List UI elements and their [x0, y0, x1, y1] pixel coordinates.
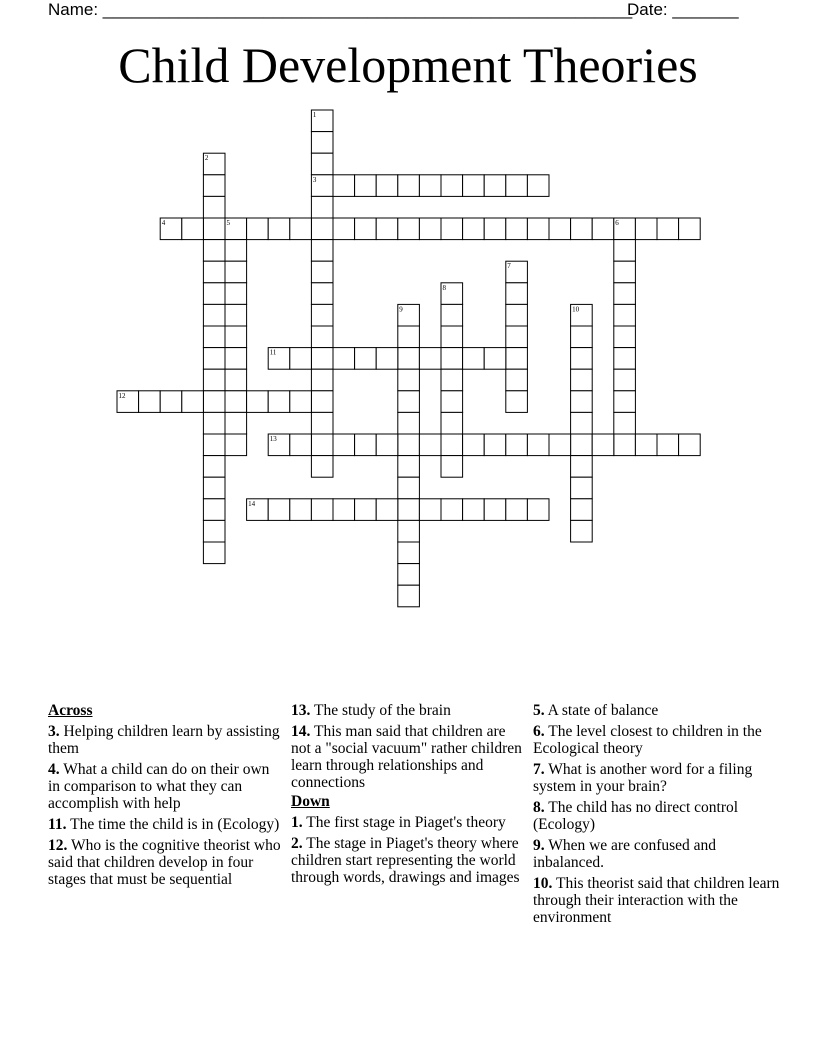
crossword-cell[interactable] — [398, 456, 420, 478]
clue-number: 8. — [533, 799, 545, 816]
crossword-cell[interactable] — [311, 434, 333, 456]
clue-number: 2. — [291, 835, 303, 852]
crossword-cell[interactable] — [527, 434, 549, 456]
crossword-cell[interactable] — [614, 326, 636, 348]
crossword-cell[interactable] — [290, 218, 312, 240]
crossword-cell[interactable] — [203, 218, 225, 240]
crossword-cell[interactable] — [679, 218, 701, 240]
clue-down-6 — [533, 723, 783, 757]
crossword-cell[interactable] — [419, 348, 441, 370]
clue-text: The stage in Piaget's theory where children start representing the world through words, drawings and images — [291, 835, 520, 886]
crossword-cell[interactable] — [527, 175, 549, 197]
clue-text: The first stage in Piaget's theory — [302, 814, 506, 831]
crossword-cell[interactable] — [614, 283, 636, 305]
crossword-cell[interactable] — [203, 175, 225, 197]
crossword-cell[interactable] — [571, 434, 593, 456]
crossword-cell[interactable] — [225, 283, 247, 305]
crossword-cell[interactable] — [614, 261, 636, 283]
clue-number: 12. — [48, 837, 68, 854]
clue-text: What is another word for a filing system in your brain? — [533, 761, 753, 795]
crossword-cell[interactable] — [657, 434, 679, 456]
crossword-cell[interactable] — [203, 326, 225, 348]
clue-number: 5. — [533, 702, 545, 719]
crossword-cell[interactable] — [614, 434, 636, 456]
down-heading: Down — [291, 793, 330, 810]
crossword-cell[interactable] — [463, 218, 485, 240]
crossword-cell[interactable] — [506, 434, 528, 456]
crossword-cell[interactable] — [398, 434, 420, 456]
crossword-cell[interactable] — [679, 434, 701, 456]
name-field-label: Name: ________________________________________________________ — [48, 0, 633, 19]
crossword-cell[interactable] — [571, 412, 593, 434]
crossword-cell[interactable] — [203, 369, 225, 391]
crossword-cell[interactable] — [376, 175, 398, 197]
crossword-cell[interactable] — [484, 218, 506, 240]
crossword-cell[interactable] — [614, 240, 636, 262]
crossword-cell[interactable] — [549, 434, 571, 456]
crossword-cell[interactable] — [203, 477, 225, 499]
crossword-cell[interactable] — [268, 218, 290, 240]
crossword-cell[interactable] — [398, 585, 420, 607]
crossword-cell[interactable] — [463, 499, 485, 521]
clue-down-1 — [291, 814, 523, 831]
crossword-cell[interactable] — [657, 218, 679, 240]
crossword-cell[interactable] — [441, 304, 463, 326]
crossword-cell[interactable] — [376, 218, 398, 240]
crossword-cell[interactable] — [398, 175, 420, 197]
crossword-cell[interactable] — [506, 218, 528, 240]
crossword-cell[interactable] — [441, 218, 463, 240]
crossword-cell[interactable] — [203, 348, 225, 370]
clue-column-1 — [48, 702, 284, 892]
crossword-cell[interactable] — [441, 369, 463, 391]
crossword-cell[interactable] — [268, 499, 290, 521]
crossword-cell[interactable] — [376, 348, 398, 370]
crossword-cell[interactable] — [333, 218, 355, 240]
clue-down-2 — [291, 835, 523, 886]
crossword-cell[interactable] — [506, 175, 528, 197]
crossword-cell[interactable] — [463, 348, 485, 370]
crossword-cell[interactable] — [311, 391, 333, 413]
cell-number: 13 — [269, 435, 277, 443]
crossword-cell[interactable] — [311, 369, 333, 391]
crossword-cell[interactable] — [203, 499, 225, 521]
crossword-cell[interactable] — [225, 369, 247, 391]
crossword-cell[interactable] — [203, 456, 225, 478]
crossword-cell[interactable] — [441, 412, 463, 434]
crossword-cell[interactable] — [311, 348, 333, 370]
crossword-cell[interactable] — [571, 520, 593, 542]
crossword-cell[interactable] — [506, 369, 528, 391]
crossword-cell[interactable] — [571, 391, 593, 413]
cell-number: 1 — [312, 111, 317, 119]
clue-text: What a child can do on their own in comparison to what they can accomplish with help — [48, 761, 270, 812]
page-title: Child Development Theories — [118, 37, 698, 93]
clue-across-11 — [48, 816, 284, 833]
cell-number: 6 — [615, 219, 619, 227]
crossword-cell[interactable] — [225, 412, 247, 434]
crossword-cell[interactable] — [571, 369, 593, 391]
clue-number: 3. — [48, 723, 60, 740]
crossword-cell[interactable] — [268, 391, 290, 413]
crossword-cell[interactable] — [614, 304, 636, 326]
crossword-cell[interactable] — [311, 456, 333, 478]
crossword-cell[interactable] — [290, 348, 312, 370]
crossword-cell[interactable] — [398, 391, 420, 413]
clue-number: 7. — [533, 761, 545, 778]
clue-number: 13. — [291, 702, 311, 719]
clue-across-13 — [291, 702, 523, 719]
crossword-cell[interactable] — [484, 348, 506, 370]
crossword-cell[interactable] — [290, 391, 312, 413]
cell-number: 8 — [442, 283, 446, 292]
crossword-cell[interactable] — [441, 348, 463, 370]
crossword-cell[interactable] — [571, 456, 593, 478]
crossword-cell[interactable] — [225, 326, 247, 348]
clue-down-10 — [533, 875, 783, 926]
crossword-cell[interactable] — [203, 434, 225, 456]
clue-text: This theorist said that children learn through their interaction with the environment — [533, 875, 780, 926]
crossword-cell[interactable] — [635, 434, 657, 456]
crossword-cell[interactable] — [398, 564, 420, 586]
crossword-cell[interactable] — [203, 391, 225, 413]
clue-number: 11. — [48, 816, 67, 833]
crossword-cell[interactable] — [333, 434, 355, 456]
cell-number: 3 — [312, 175, 317, 184]
crossword-cell[interactable] — [225, 434, 247, 456]
date-field-label: Date: _______ — [627, 0, 739, 19]
crossword-cell[interactable] — [311, 326, 333, 348]
crossword-cell[interactable] — [398, 477, 420, 499]
crossword-cell[interactable] — [311, 153, 333, 175]
crossword-cell[interactable] — [441, 434, 463, 456]
clue-down-7 — [533, 761, 783, 795]
clue-text: The child has no direct control (Ecology) — [533, 799, 739, 833]
cell-number: 9 — [399, 305, 403, 314]
crossword-cell[interactable] — [311, 132, 333, 154]
across-heading: Across — [48, 702, 93, 719]
clue-down-5 — [533, 702, 783, 719]
crossword-cell[interactable] — [527, 218, 549, 240]
crossword-cell[interactable] — [376, 434, 398, 456]
crossword-cell[interactable] — [203, 240, 225, 262]
clue-column-3 — [533, 702, 783, 930]
cell-number: 11 — [269, 348, 277, 357]
crossword-cell[interactable] — [419, 434, 441, 456]
crossword-cell[interactable] — [506, 304, 528, 326]
crossword-cell[interactable] — [247, 391, 269, 413]
crossword-cell[interactable] — [398, 369, 420, 391]
cell-number: 10 — [572, 305, 580, 314]
crossword-cell[interactable] — [398, 499, 420, 521]
crossword-cell[interactable] — [311, 240, 333, 262]
crossword-cell[interactable] — [441, 456, 463, 478]
crossword-cell[interactable] — [203, 520, 225, 542]
clue-down-9 — [533, 837, 783, 871]
clue-number: 6. — [533, 723, 545, 740]
crossword-cell[interactable] — [571, 499, 593, 521]
crossword-cell[interactable] — [592, 434, 614, 456]
crossword-cell[interactable] — [355, 175, 377, 197]
crossword-cell[interactable] — [506, 283, 528, 305]
clue-text: The level closest to children in the Ecological theory — [533, 723, 762, 757]
crossword-cell[interactable] — [333, 175, 355, 197]
crossword-cell[interactable] — [203, 304, 225, 326]
crossword-cell[interactable] — [398, 412, 420, 434]
crossword-cell[interactable] — [398, 520, 420, 542]
clue-text: A state of balance — [544, 702, 659, 719]
crossword-cell[interactable] — [290, 434, 312, 456]
crossword-cell[interactable] — [614, 391, 636, 413]
crossword-cell[interactable] — [484, 434, 506, 456]
crossword-cell[interactable] — [355, 218, 377, 240]
crossword-cell[interactable] — [311, 412, 333, 434]
crossword-cell[interactable] — [398, 218, 420, 240]
clue-number: 10. — [533, 875, 553, 892]
clue-text: This man said that children are not a "social vacuum" rather children learn through relationships and connections — [291, 723, 522, 791]
crossword-cell[interactable] — [225, 304, 247, 326]
crossword-cell[interactable] — [355, 499, 377, 521]
clue-number: 9. — [533, 837, 545, 854]
clue-across-14 — [291, 723, 523, 791]
clue-column-2 — [291, 702, 523, 890]
clue-number: 1. — [291, 814, 303, 831]
crossword-cell[interactable] — [311, 499, 333, 521]
crossword-cell[interactable] — [635, 218, 657, 240]
clue-down-8 — [533, 799, 783, 833]
crossword-cell[interactable] — [463, 434, 485, 456]
clue-across-4 — [48, 761, 284, 812]
crossword-cell[interactable] — [571, 218, 593, 240]
crossword-cell[interactable] — [506, 499, 528, 521]
crossword-cell[interactable] — [290, 499, 312, 521]
crossword-cell[interactable] — [614, 412, 636, 434]
crossword-cell[interactable] — [441, 391, 463, 413]
clue-text: Who is the cognitive theorist who said that children develop in four stages that must be sequential — [48, 837, 281, 888]
crossword-cell[interactable] — [441, 326, 463, 348]
clue-across-3 — [48, 723, 284, 757]
crossword-cell[interactable] — [311, 196, 333, 218]
crossword-cell[interactable] — [527, 499, 549, 521]
crossword-cell[interactable] — [549, 218, 571, 240]
cell-number: 4 — [161, 219, 166, 227]
crossword-cell[interactable] — [311, 283, 333, 305]
crossword-cell[interactable] — [398, 348, 420, 370]
crossword-cell[interactable] — [247, 218, 269, 240]
crossword-cell[interactable] — [311, 261, 333, 283]
crossword-cell[interactable] — [592, 218, 614, 240]
clue-text: Helping children learn by assisting them — [48, 723, 280, 757]
crossword-cell[interactable] — [614, 369, 636, 391]
crossword-cell[interactable] — [506, 391, 528, 413]
crossword-cell[interactable] — [182, 391, 204, 413]
crossword-cell[interactable] — [225, 348, 247, 370]
crossword-cell[interactable] — [506, 348, 528, 370]
crossword-cell[interactable] — [484, 175, 506, 197]
cell-number: 2 — [204, 154, 209, 163]
clue-across-12 — [48, 837, 284, 888]
crossword-cell[interactable] — [203, 542, 225, 564]
cell-number: 14 — [248, 499, 256, 508]
crossword-cell[interactable] — [203, 283, 225, 305]
clue-text: The study of the brain — [310, 702, 451, 719]
crossword-cell[interactable] — [355, 434, 377, 456]
crossword-cell[interactable] — [571, 477, 593, 499]
crossword-cell[interactable] — [225, 240, 247, 262]
crossword-cell[interactable] — [419, 218, 441, 240]
crossword-cell[interactable] — [376, 499, 398, 521]
crossword-cell[interactable] — [441, 175, 463, 197]
crossword-cell[interactable] — [419, 499, 441, 521]
clue-number: 14. — [291, 723, 311, 740]
crossword-cell[interactable] — [355, 348, 377, 370]
crossword-cell[interactable] — [463, 175, 485, 197]
crossword-cell[interactable] — [139, 391, 161, 413]
cell-number: 5 — [226, 219, 230, 227]
crossword-cell[interactable] — [311, 304, 333, 326]
crossword-cell[interactable] — [225, 391, 247, 413]
crossword-cell[interactable] — [398, 326, 420, 348]
crossword-cell[interactable] — [203, 196, 225, 218]
crossword-cell[interactable] — [614, 348, 636, 370]
crossword-cell[interactable] — [203, 412, 225, 434]
crossword-cell[interactable] — [333, 348, 355, 370]
crossword-cell[interactable] — [333, 499, 355, 521]
crossword-cell[interactable] — [311, 218, 333, 240]
cell-number: 7 — [507, 262, 511, 271]
cell-number: 12 — [118, 391, 126, 400]
clue-text: The time the child is in (Ecology) — [66, 816, 280, 833]
crossword-cell[interactable] — [182, 218, 204, 240]
crossword-cell[interactable] — [419, 175, 441, 197]
crossword-cell[interactable] — [225, 261, 247, 283]
crossword-cell[interactable] — [203, 261, 225, 283]
crossword-cell[interactable] — [441, 499, 463, 521]
crossword-cell[interactable] — [571, 326, 593, 348]
crossword-cell[interactable] — [506, 326, 528, 348]
crossword-cell[interactable] — [571, 348, 593, 370]
crossword-cell[interactable] — [484, 499, 506, 521]
crossword-cell[interactable] — [160, 391, 182, 413]
crossword-cell[interactable] — [398, 542, 420, 564]
clue-number: 4. — [48, 761, 60, 778]
clue-text: When we are confused and inbalanced. — [533, 837, 717, 871]
